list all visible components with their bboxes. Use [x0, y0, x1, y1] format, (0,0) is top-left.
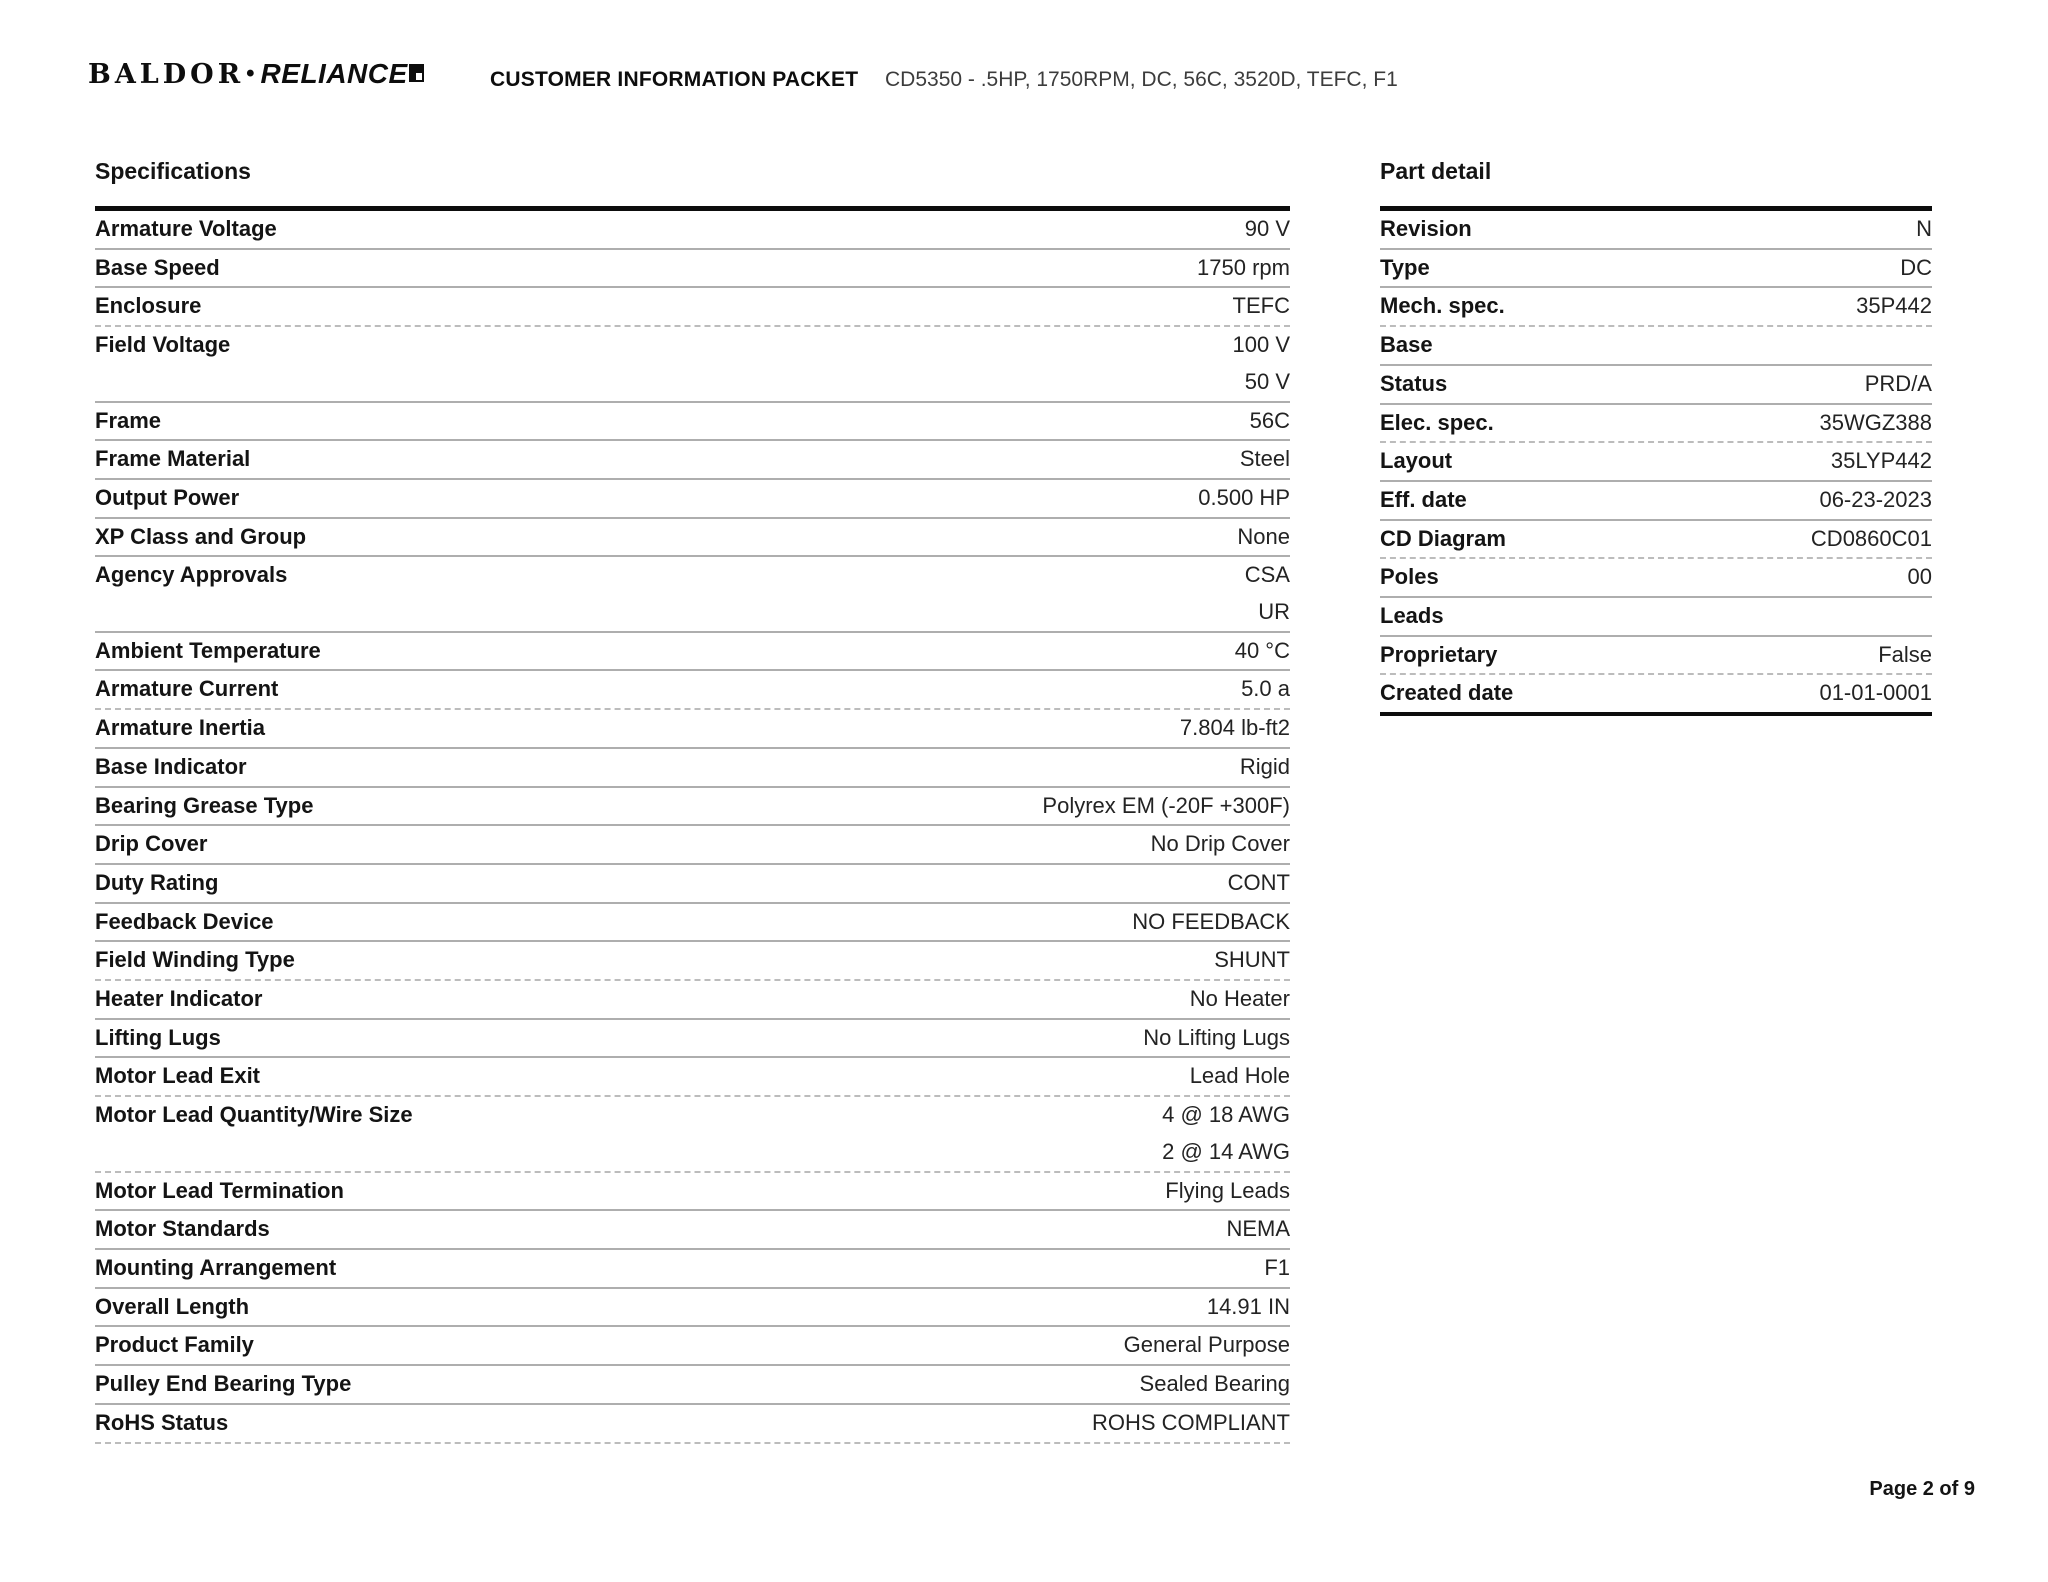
- row-label: Product Family: [95, 1332, 254, 1358]
- row-label: Feedback Device: [95, 908, 274, 934]
- table-row: [95, 441, 1290, 480]
- row-label: Pulley End Bearing Type: [95, 1371, 352, 1397]
- table-row: [95, 981, 1290, 1020]
- table-row: [95, 1058, 1290, 1097]
- table-row: [95, 1327, 1290, 1366]
- table-row: [95, 788, 1290, 827]
- row-value-line: 90 V: [1244, 216, 1290, 241]
- row-label: Mounting Arrangement: [95, 1254, 337, 1280]
- row-value: [1143, 1020, 1290, 1057]
- row-value-line: 100 V: [1232, 332, 1290, 358]
- row-label: Motor Lead Termination: [95, 1177, 344, 1203]
- row-value-line: 01-01-0001: [1819, 680, 1932, 706]
- row-value-line: None: [1237, 523, 1290, 549]
- table-row: [95, 403, 1290, 442]
- table-row: [1380, 482, 1932, 521]
- row-value: [1250, 403, 1290, 440]
- table-row: [95, 904, 1290, 943]
- row-label: CD Diagram: [1380, 525, 1506, 551]
- row-value-line: 40 °C: [1234, 637, 1290, 663]
- row-label: Base Indicator: [95, 753, 247, 779]
- row-value: [1245, 557, 1290, 630]
- row-value-line: 2 @ 14 AWG: [1162, 1138, 1290, 1164]
- row-value-line: NEMA: [1226, 1216, 1290, 1242]
- row-label: Overall Length: [95, 1293, 250, 1319]
- row-value: [1207, 1289, 1290, 1326]
- table-row: [1380, 405, 1932, 444]
- row-label: RoHS Status: [95, 1409, 229, 1435]
- row-label: Bearing Grease Type: [95, 792, 314, 818]
- row-value-line: General Purpose: [1123, 1332, 1290, 1358]
- row-label: Mech. spec.: [1380, 293, 1505, 319]
- table-row: [95, 480, 1290, 519]
- row-label: Ambient Temperature: [95, 637, 321, 663]
- row-value-line: 1750 rpm: [1197, 254, 1290, 280]
- row-value: [1151, 826, 1290, 863]
- table-row: [1380, 327, 1932, 366]
- logo-dot-separator: •: [246, 60, 255, 87]
- row-value: [1233, 288, 1290, 325]
- table-row: [1380, 559, 1932, 598]
- row-value: [1926, 327, 1932, 364]
- row-label: Base: [1380, 332, 1433, 358]
- row-value: [1908, 559, 1932, 596]
- row-label: Armature Current: [95, 676, 279, 702]
- row-label: Armature Voltage: [95, 216, 277, 241]
- part-detail-table: [1380, 206, 1932, 716]
- row-value-line: 35WGZ388: [1819, 409, 1932, 435]
- row-value-line: TEFC: [1232, 293, 1290, 319]
- row-label: Enclosure: [95, 293, 202, 319]
- table-row: [95, 211, 1290, 250]
- table-row: [95, 865, 1290, 904]
- row-value-line: 00: [1907, 564, 1932, 590]
- table-row: [95, 1097, 1290, 1172]
- row-value-line: CD0860C01: [1810, 525, 1932, 551]
- row-value: [1042, 788, 1290, 825]
- row-label: Proprietary: [1380, 641, 1498, 667]
- row-value: [1831, 443, 1932, 480]
- table-row: [95, 1366, 1290, 1405]
- row-value-line: 5.0 a: [1241, 676, 1290, 702]
- row-value-line: 7.804 lb-ft2: [1179, 715, 1290, 741]
- reliance-square-mark-icon: [409, 64, 424, 82]
- row-value-line: [1926, 327, 1932, 364]
- table-row: [95, 1211, 1290, 1250]
- row-value-line: Sealed Bearing: [1139, 1371, 1290, 1397]
- page-indicator: Page 2 of 9: [1869, 1478, 1975, 1500]
- table-row: [95, 557, 1290, 632]
- row-value: [1198, 480, 1290, 517]
- document-title: CUSTOMER INFORMATION PACKET: [490, 68, 859, 91]
- row-label: Revision: [1380, 216, 1472, 241]
- row-value: [1233, 327, 1291, 400]
- row-value-line: 0.500 HP: [1198, 484, 1290, 510]
- table-row: [1380, 637, 1932, 676]
- row-value: [1865, 366, 1932, 403]
- row-value: [1190, 981, 1290, 1018]
- row-value-line: Flying Leads: [1165, 1177, 1290, 1203]
- row-value: [1190, 1058, 1290, 1095]
- row-value-line: 35P442: [1856, 293, 1932, 319]
- row-label: Drip Cover: [95, 831, 208, 857]
- row-label: Elec. spec.: [1380, 409, 1494, 435]
- table-row: [1380, 443, 1932, 482]
- row-label: Frame Material: [95, 446, 251, 472]
- table-row: [95, 749, 1290, 788]
- row-label: Base Speed: [95, 254, 220, 280]
- row-label: Poles: [1380, 564, 1439, 590]
- row-label: Motor Lead Quantity/Wire Size: [95, 1102, 413, 1128]
- row-value: [1092, 1405, 1290, 1442]
- row-value-line: Rigid: [1239, 753, 1290, 779]
- row-value-line: [1926, 598, 1932, 635]
- row-value-line: NO FEEDBACK: [1132, 908, 1290, 934]
- specifications-heading: Specifications: [95, 158, 251, 184]
- row-value: [1926, 598, 1932, 635]
- row-value: [1180, 710, 1290, 747]
- row-value-line: F1: [1264, 1254, 1290, 1280]
- row-value: [1820, 405, 1933, 442]
- table-row: [95, 1250, 1290, 1289]
- row-value-line: Polyrex EM (-20F +300F): [1042, 792, 1290, 818]
- row-label: Agency Approvals: [95, 562, 288, 588]
- specifications-table: [95, 206, 1290, 1444]
- table-row: [95, 327, 1290, 402]
- table-row: [1380, 250, 1932, 289]
- row-label: Leads: [1380, 603, 1444, 629]
- row-value: [1228, 865, 1290, 902]
- row-label: Layout: [1380, 448, 1453, 474]
- row-label: XP Class and Group: [95, 523, 307, 549]
- row-label: Type: [1380, 254, 1430, 280]
- table-row: [95, 826, 1290, 865]
- logo-reliance-text: RELIANCE: [260, 58, 408, 89]
- row-value: [1197, 250, 1290, 287]
- row-value: [1140, 1366, 1290, 1403]
- logo-baldor-text: BALDOR: [88, 59, 245, 90]
- row-value: [1811, 521, 1932, 558]
- table-row: [95, 633, 1290, 672]
- row-value-line: 35LYP442: [1830, 448, 1932, 474]
- row-value: [1226, 1211, 1290, 1248]
- row-value: [1878, 637, 1932, 674]
- row-label: Lifting Lugs: [95, 1024, 221, 1050]
- table-row: [95, 288, 1290, 327]
- row-value-line: ROHS COMPLIANT: [1091, 1409, 1290, 1435]
- row-value-line: PRD/A: [1864, 370, 1932, 396]
- row-value: [1165, 1173, 1290, 1210]
- row-value-line: 4 @ 18 AWG: [1162, 1102, 1290, 1128]
- row-label: Output Power: [95, 484, 240, 510]
- product-code: CD5350 - .5HP, 1750RPM, DC, 56C, 3520D, TEFC, F1: [885, 68, 1398, 91]
- table-row: [1380, 366, 1932, 405]
- row-value: [1214, 942, 1290, 979]
- row-label: Motor Lead Exit: [95, 1063, 261, 1089]
- row-value-line: No Lifting Lugs: [1143, 1024, 1290, 1050]
- row-value-line: CSA: [1244, 562, 1290, 588]
- table-row: [95, 671, 1290, 710]
- row-value: [1241, 671, 1290, 708]
- row-value-line: CONT: [1227, 869, 1290, 895]
- baldor-reliance-logo: [88, 58, 424, 90]
- table-row: [95, 250, 1290, 289]
- row-label: Heater Indicator: [95, 986, 263, 1012]
- row-value: [1240, 441, 1290, 478]
- row-label: Motor Standards: [95, 1216, 270, 1242]
- row-value-line: DC: [1900, 254, 1932, 280]
- row-value-line: 50 V: [1244, 368, 1290, 394]
- row-value: [1240, 749, 1290, 786]
- table-row: [1380, 598, 1932, 637]
- row-value: [1264, 1250, 1290, 1287]
- row-value: [1819, 675, 1932, 712]
- row-value-line: 56C: [1249, 407, 1290, 433]
- table-row: [95, 1173, 1290, 1212]
- row-value: [1856, 288, 1932, 325]
- table-row: [95, 1289, 1290, 1328]
- table-row: [95, 1405, 1290, 1444]
- row-value-line: No Heater: [1189, 986, 1290, 1012]
- row-label: Created date: [1380, 680, 1514, 706]
- row-value: [1132, 904, 1290, 941]
- row-value-line: Lead Hole: [1189, 1063, 1290, 1089]
- table-row: [1380, 521, 1932, 560]
- row-value-line: No Drip Cover: [1150, 831, 1290, 857]
- row-value-line: SHUNT: [1214, 947, 1290, 973]
- row-value: [1916, 211, 1932, 248]
- row-value: [1235, 633, 1290, 670]
- row-value: [1245, 211, 1290, 248]
- row-label: Armature Inertia: [95, 715, 265, 741]
- row-value-line: 14.91 IN: [1206, 1293, 1290, 1319]
- table-row: [95, 519, 1290, 558]
- row-label: Eff. date: [1380, 486, 1467, 512]
- row-value: [1900, 250, 1932, 287]
- row-value: [1162, 1097, 1290, 1170]
- row-label: Status: [1380, 370, 1448, 396]
- row-value-line: Steel: [1239, 446, 1290, 472]
- table-row: [95, 942, 1290, 981]
- table-row: [1380, 675, 1932, 712]
- row-value: [1124, 1327, 1290, 1364]
- row-label: Frame: [95, 407, 162, 433]
- table-row: [1380, 288, 1932, 327]
- table-row: [1380, 211, 1932, 250]
- row-value: [1237, 519, 1290, 556]
- row-label: Field Winding Type: [95, 947, 295, 973]
- row-label: Duty Rating: [95, 869, 219, 895]
- row-value-line: False: [1878, 641, 1932, 667]
- table-row: [95, 1020, 1290, 1059]
- table-row: [95, 710, 1290, 749]
- row-value-line: UR: [1258, 599, 1290, 625]
- row-label: Field Voltage: [95, 332, 231, 358]
- row-value: [1819, 482, 1932, 519]
- row-value-line: N: [1916, 216, 1932, 241]
- part-detail-heading: Part detail: [1380, 158, 1492, 184]
- row-value-line: 06-23-2023: [1819, 486, 1932, 512]
